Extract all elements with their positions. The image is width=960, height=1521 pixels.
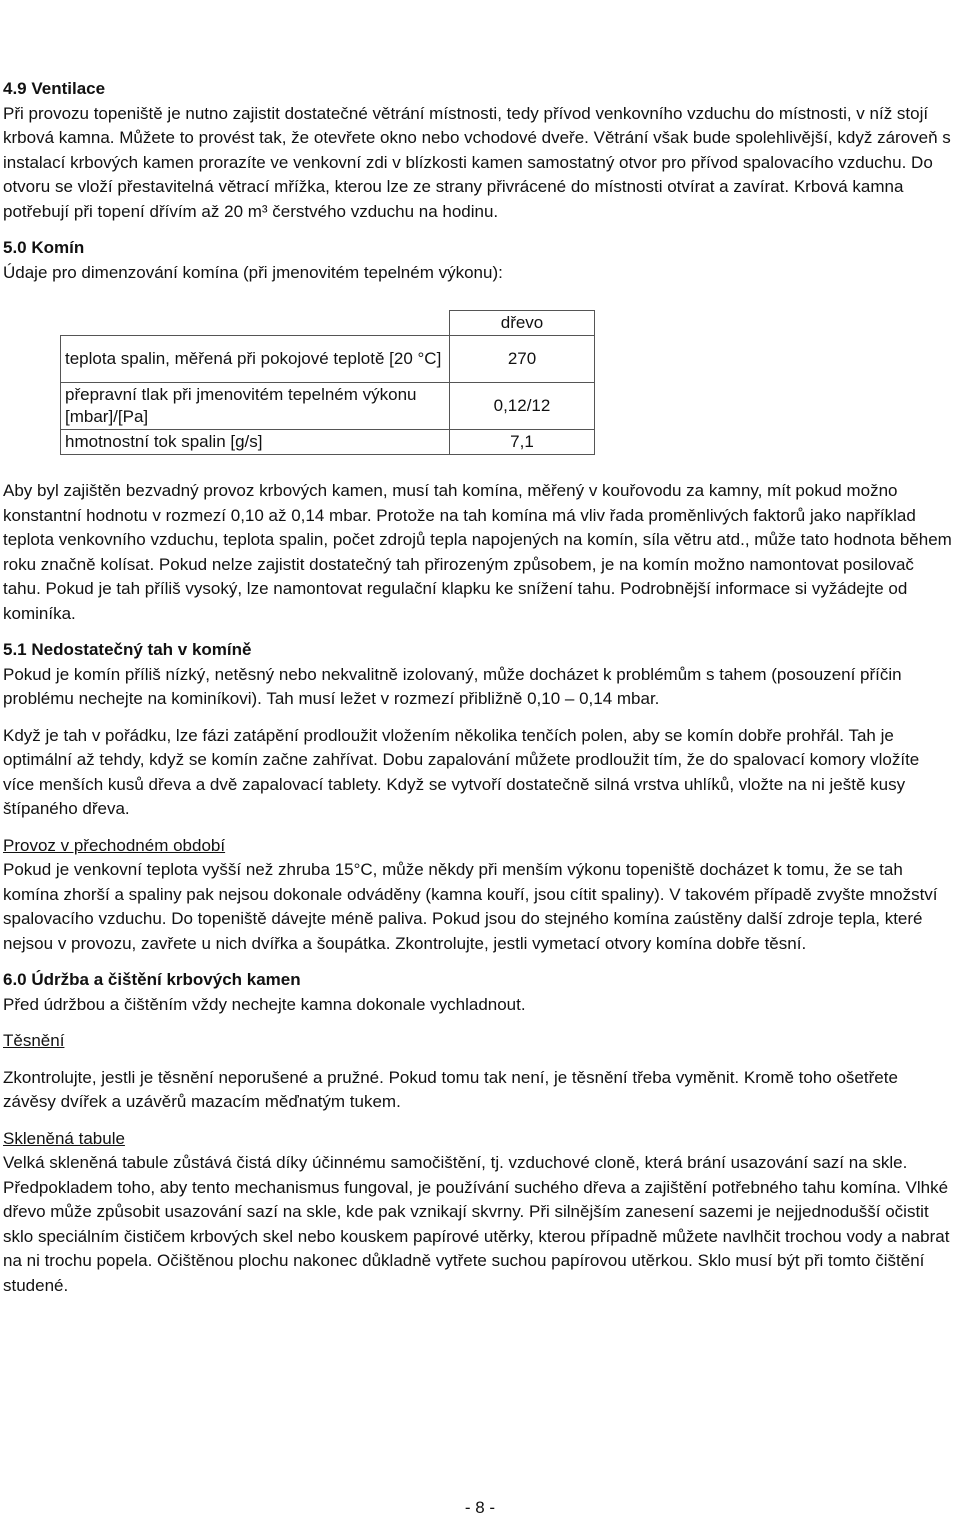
document-page	[3, 77, 953, 1298]
section-maintenance	[3, 968, 953, 1017]
paragraph: Zkontrolujte, jestli je těsnění neporušené a pružné. Pokud tomu tak není, je těsnění třeba vyměnit. Kromě toho ošetřete závěsy dvířek a uzávěrů mazacím měďnatým tukem.	[3, 1067, 898, 1111]
table-row-label: přepravní tlak při jmenovitém tepelném výkonu [mbar]/[Pa]	[61, 383, 450, 430]
table-corner-cell	[61, 311, 450, 336]
paragraph: Když je tah v pořádku, lze fázi zatápění prodloužit vložením několika tenčích polen, aby se komín dobře prohřál. Tah je optimální až tehdy, když se komín začne zahřívat. Dobu zapalování můžete prodloužit tím, že do spalovací komory vložíte více menších kusů dřeva a dvě zapalovací tablety. Když se vytvoří dostatečně silná vrstva uhlíků, vložte na ni ještě kusy štípaného dřeva.	[3, 725, 920, 818]
paragraph: Před údržbou a čištěním vždy nechejte kamna dokonale vychladnout.	[3, 994, 526, 1014]
paragraph: Pokud je komín příliš nízký, netěsný nebo nekvalitně izolovaný, může docházet k problémům s tahem (posouzení příčin problému nechejte na kominíkovi). Tah musí ležet v rozmezí přibližně 0,10 – 0,14 mbar.	[3, 664, 902, 708]
table-column-header: dřevo	[450, 311, 595, 336]
subsection-heading: Skleněná tabule	[3, 1128, 125, 1148]
table-row-label: teplota spalin, měřená při pokojové teplotě [20 °C]	[61, 336, 450, 383]
section-heading: 4.9 Ventilace	[3, 79, 106, 98]
section-ventilation	[3, 77, 953, 224]
section-glass	[3, 1127, 953, 1299]
paragraph: Aby byl zajištěn bezvadný provoz krbových kamen, musí tah komína, měřený v kouřovodu za kamny, mít pokud možno konstantní hodnotu v rozmezí 0,10 až 0,14 mbar. Protože na tah komína má vliv řada proměnlivých faktorů jako například teplota venkovního vzduchu, teplota spalin, počet zdrojů tepla napojených na komín, síla větru atd., může tato hodnota během roku značně kolísat. Pokud nelze zajistit dostatečný tah přirozeným způsobem, je na komín možno namontovat posilovač tahu. Pokud je tah příliš vysoký, lze namontovat regulační klapku ke snížení tahu. Podrobnější informace si vyžádejte od kominíka.	[3, 481, 952, 623]
table-row-value: 7,1	[450, 430, 595, 455]
table-row	[61, 336, 595, 383]
paragraph: Při provozu topeniště je nutno zajistit dostatečné větrání místnosti, tedy přívod venkovního vzduchu do místnosti, v níž stojí krbová kamna. Můžete to provést tak, že otevřete okno nebo vchodové dveře. Větrání však bude spolehlivější, když zároveň s instalací krbových kamen prorazíte ve venkovní zdi v blízkosti kamen samostatný otvor pro přívod spalovacího vzduchu. Do otvoru se vloží přestavitelná větrací mřížka, kterou lze ze strany přivrácené do místnosti otvírat a zavírat. Krbová kamna potřebují při topení dřívím až 20 m³ čerstvého vzduchu na hodinu.	[3, 103, 951, 221]
section-heading: 5.1 Nedostatečný tah v komíně	[3, 640, 252, 659]
chimney-spec-table	[60, 310, 595, 455]
table-row	[61, 430, 595, 455]
section-transition-period	[3, 834, 953, 957]
section-heading: 5.0 Komín	[3, 238, 85, 257]
section-seals	[3, 1029, 953, 1115]
section-insufficient-draft	[3, 638, 953, 822]
section-heading: 6.0 Údržba a čištění krbových kamen	[3, 970, 301, 989]
paragraph: Údaje pro dimenzování komína (při jmenovitém tepelném výkonu):	[3, 262, 503, 282]
page-number: - 8 -	[464, 1498, 496, 1517]
subsection-heading: Těsnění	[3, 1031, 65, 1050]
table-row	[61, 383, 595, 430]
section-chimney	[3, 236, 953, 626]
table-row-value: 270	[450, 336, 595, 383]
paragraph: Velká skleněná tabule zůstává čistá díky účinnému samočištění, tj. vzduchové cloně, která brání usazování sazí na skle. Předpokladem toho, aby tento mechanismus fungoval, je používání suchého dřeva a zajištění potřebného tahu komína. Vlhké dřevo může způsobit usazování sazí na skle, kde pak vznikají skvrny. Při silnějším zanesení sazemi je nejjednodušší očistit sklo speciálním čističem krbových skel nebo kouskem papírové utěrky, kterou případně můžete navlhčit trochou vody a nabrat na ni trochu popela. Očištěnou plochu nakonec důkladně vytřete suchou papírovou utěrkou. Sklo musí být při tomto čištění studené.	[3, 1153, 950, 1295]
table-row-label: hmotnostní tok spalin [g/s]	[61, 430, 450, 455]
subsection-heading: Provoz v přechodném období	[3, 835, 226, 855]
paragraph: Pokud je venkovní teplota vyšší než zhruba 15°C, může někdy při menším výkonu topeniště docházet k tomu, že se tah komína zhorší a spaliny pak nejsou dokonale odváděny (kamna kouří, jsou cítit spaliny). V takovém případě zvyšte množství spalovacího vzduchu. Do topeniště dávejte méně paliva. Pokud jsou do stejného komína zaústěny další zdroje tepla, které nejsou v provozu, zavřete u nich dvířka a šoupátka. Zkontrolujte, jestli vymetací otvory komína dobře těsní.	[3, 860, 938, 953]
table-row-value: 0,12/12	[450, 383, 595, 430]
